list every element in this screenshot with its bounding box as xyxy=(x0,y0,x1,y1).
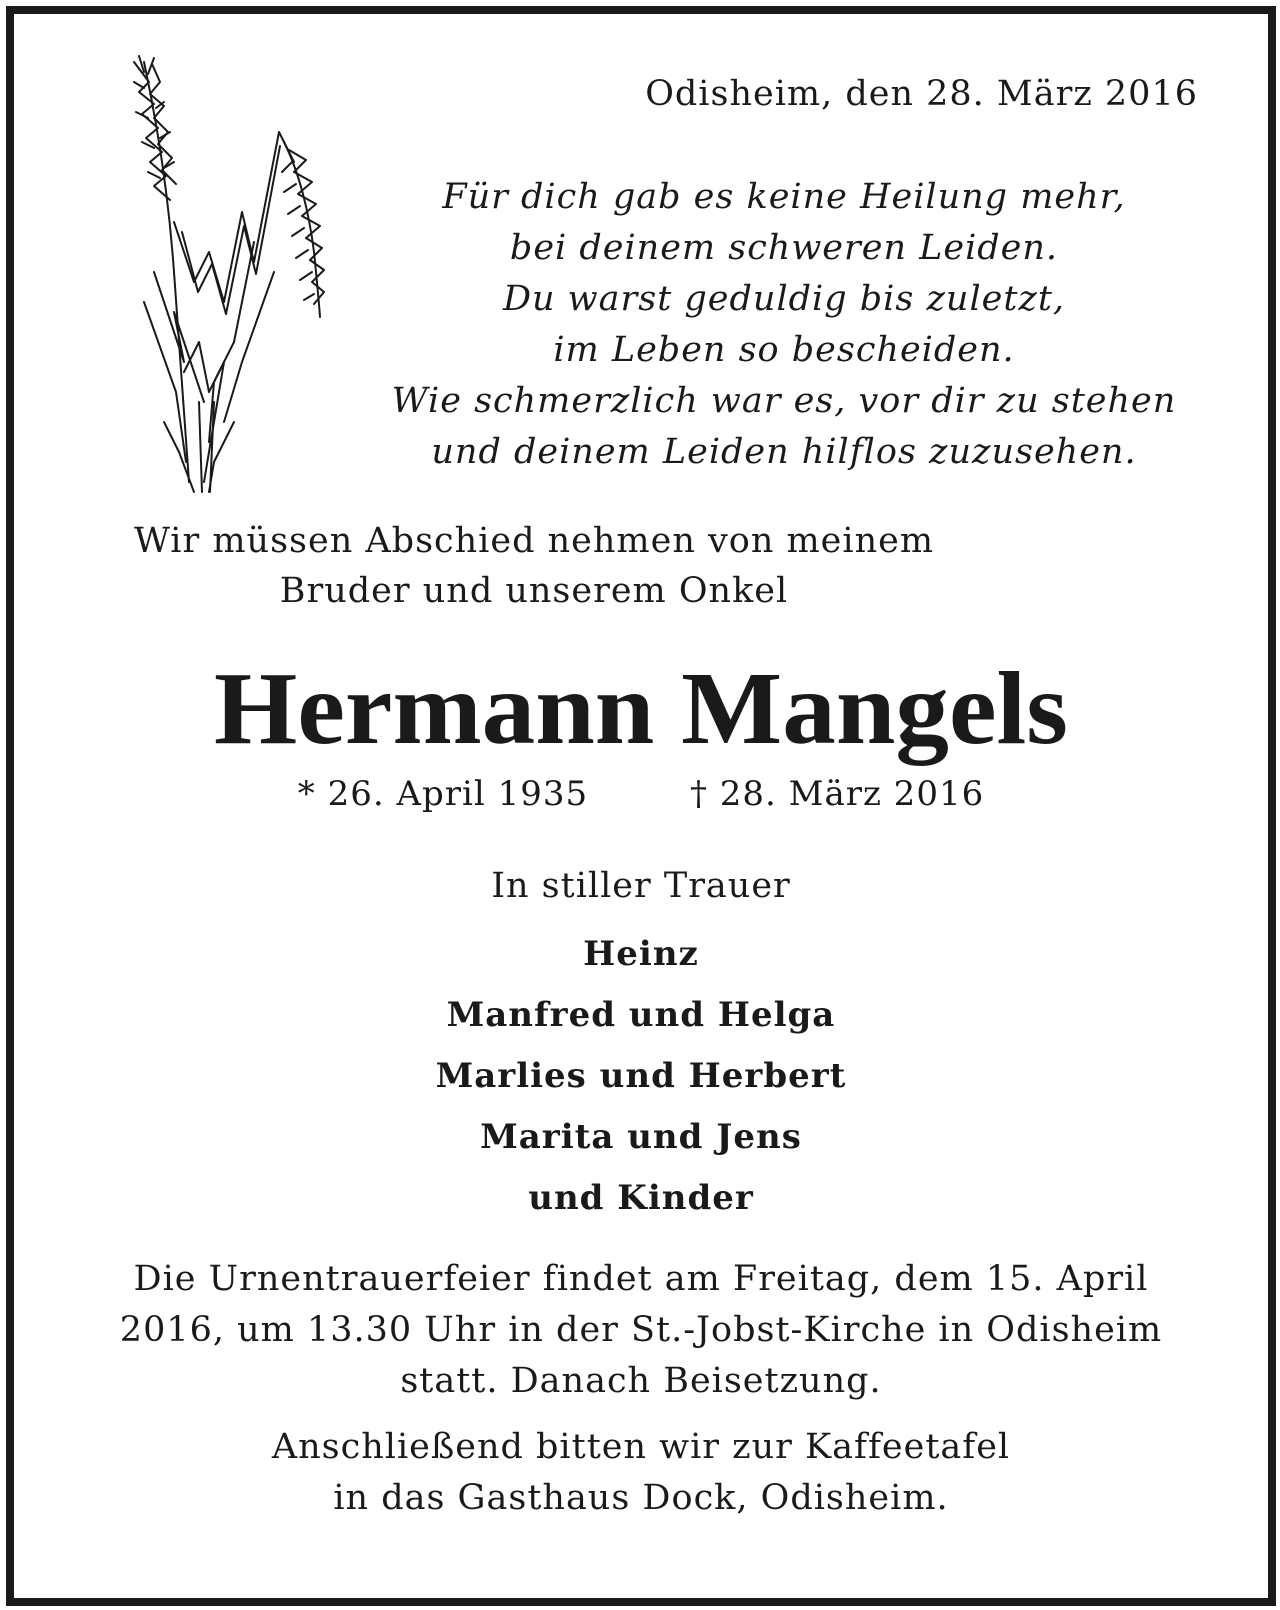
coffee-line: in das Gasthaus Dock, Odisheim. xyxy=(333,1478,949,1518)
ceremony-line: 2016, um 13.30 Uhr in der St.-Jobst-Kirche in Odisheim xyxy=(119,1310,1163,1350)
mourning-heading: In stiller Trauer xyxy=(491,866,791,906)
deceased-name: Hermann Mangels xyxy=(214,651,1068,766)
death-date: † 28. März 2016 xyxy=(689,774,985,814)
wheat-grass-icon xyxy=(114,42,354,502)
birth-date: * 26. April 1935 xyxy=(297,774,589,814)
date-line: Odisheim, den 28. März 2016 xyxy=(645,74,1198,114)
ceremony-line: Die Urnentrauerfeier findet am Freitag, dem 15. April xyxy=(133,1259,1149,1299)
poem-line: Du warst geduldig bis zuletzt, xyxy=(502,279,1066,319)
ceremony-line: statt. Danach Beisetzung. xyxy=(400,1361,882,1401)
coffee-line: Anschließend bitten wir zur Kaffeetafel xyxy=(271,1427,1011,1467)
poem-line: und deinem Leiden hilflos zuzusehen. xyxy=(431,432,1137,472)
mourner-name: Manfred und Helga xyxy=(446,995,836,1035)
poem-line: im Leben so bescheiden. xyxy=(553,330,1015,370)
obituary-notice xyxy=(6,6,1276,1606)
ceremony-info xyxy=(64,1254,1218,1407)
poem xyxy=(354,172,1214,478)
farewell-intro xyxy=(104,516,964,616)
mourner-list xyxy=(14,924,1268,1229)
mourner-name: Marita und Jens xyxy=(480,1117,802,1157)
life-dates xyxy=(14,774,1268,814)
intro-line: Wir müssen Abschied nehmen von meinem xyxy=(133,521,935,561)
mourner-name: Heinz xyxy=(583,934,699,974)
poem-line: Für dich gab es keine Heilung mehr, xyxy=(442,177,1126,217)
intro-line: Bruder und unserem Onkel xyxy=(279,571,789,611)
mourner-name: und Kinder xyxy=(528,1178,754,1218)
mourner-name: Marlies und Herbert xyxy=(435,1056,847,1096)
poem-line: bei deinem schweren Leiden. xyxy=(509,228,1059,268)
poem-line: Wie schmerzlich war es, vor dir zu stehen xyxy=(391,381,1177,421)
coffee-invitation xyxy=(64,1422,1218,1524)
